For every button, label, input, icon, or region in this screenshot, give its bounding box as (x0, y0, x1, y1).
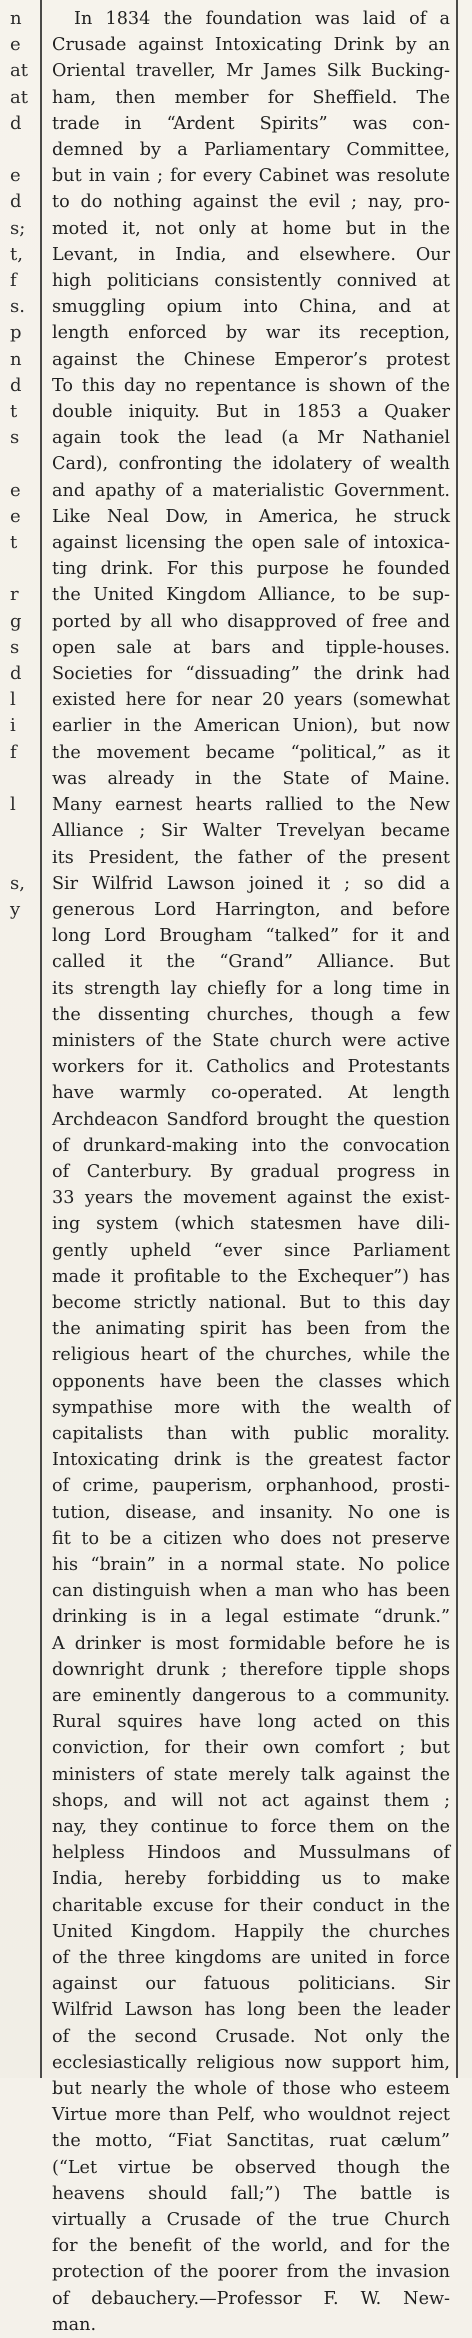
article-line: protection of the poorer from the invasion (52, 2262, 450, 2283)
article-line: virtually a Crusade of the true Church (52, 2210, 450, 2231)
article-line: ministers of the State church were active (52, 1030, 450, 1051)
article-line: ecclesiastically religious now support him, (52, 2052, 450, 2073)
article-line: and apathy of a materialistic Government. (52, 480, 450, 501)
adjacent-column-fragment: n (10, 8, 22, 29)
adjacent-column-fragment: f (10, 741, 17, 763)
article-line: high politicians consistently connived at (52, 271, 450, 292)
article-line: sympathise more with the wealth of (52, 1397, 450, 1418)
article-body (52, 6, 450, 2338)
column-rule-right (456, 0, 458, 2078)
article-line: workers for it. Catholics and Protestants (52, 1057, 450, 1078)
article-line: shops, and will not act against them ; (52, 1790, 450, 1811)
article-line: the animating spirit has been from the (52, 1319, 450, 1340)
article-line: Wilfrid Lawson has long been the leader (52, 2000, 450, 2021)
article-line: A drinker is most formidable before he is (52, 1633, 450, 1654)
adjacent-column-fragment: i (10, 715, 16, 737)
article-line: Intoxicating drink is the greatest factor (52, 1450, 450, 1471)
adjacent-column-fragment: s (10, 636, 20, 658)
adjacent-column-fragment: e (10, 479, 21, 501)
article-line: Levant, in India, and elsewhere. Our (52, 244, 450, 265)
article-line: Archdeacon Sandford brought the question (52, 1109, 450, 1130)
article-line: its President, the father of the present (52, 847, 450, 868)
article-line: ham, then member for Sheffield. The (52, 87, 450, 108)
adjacent-column-fragment: d (10, 191, 22, 213)
article-line: opponents have been the classes which (52, 1371, 450, 1392)
article-line: charitable excuse for their conduct in the (52, 1895, 450, 1916)
article-line: ting drink. For this purpose he founded (52, 559, 450, 580)
adjacent-column-fragment: n (10, 348, 22, 370)
article-line: heavens should fall;”) The battle is (52, 2183, 450, 2204)
adjacent-column-fragment: s, (10, 872, 25, 894)
article-line: demned by a Parliamentary Committee, (52, 140, 450, 161)
adjacent-column-fragment: e (10, 34, 21, 56)
article-line: against our fatuous politicians. Sir (52, 1974, 450, 1995)
article-line: but nearly the whole of those who esteem (52, 2079, 450, 2100)
column-rule-left (40, 0, 42, 2078)
article-line: have warmly co-operated. At length (52, 1083, 450, 1104)
article-line: the motto, “Fiat Sanctitas, ruat cælum” (52, 2131, 450, 2152)
article-line: In 1834 the foundation was laid of a (74, 9, 450, 29)
article-line: gently upheld “ever since Parliament (52, 1240, 450, 1261)
article-line: generous Lord Harrington, and before (52, 899, 450, 920)
article-line: of the three kingdoms are united in force (52, 1948, 450, 1969)
article-line: against the Chinese Emperor’s protest (52, 349, 450, 370)
article-line: tution, disease, and insanity. No one is (52, 1502, 450, 1523)
adjacent-column-fragment: y (10, 898, 21, 920)
article-line: of the second Crusade. Not only the (52, 2026, 450, 2047)
article-line: made it profitable to the Exchequer”) has (52, 1266, 450, 1287)
adjacent-column-fragment: p (10, 322, 22, 344)
article-line: to do nothing against the evil ; nay, pro- (52, 192, 450, 213)
adjacent-column-fragment: t, (10, 243, 23, 265)
article-line: length enforced by war its reception, (52, 323, 450, 344)
left-column-fragments (0, 0, 38, 2078)
article-line: Crusade against Intoxicating Drink by an (52, 35, 450, 56)
article-line: Oriental traveller, Mr James Silk Bucking- (52, 61, 450, 82)
adjacent-column-fragment: s (10, 427, 20, 449)
adjacent-column-fragment: e (10, 165, 21, 187)
article-line: of crime, pauperism, orphanhood, prosti- (52, 1476, 450, 1497)
article-line: fit to be a citizen who does not preserve (52, 1528, 450, 1549)
adjacent-column-fragment: at (10, 86, 28, 108)
article-line: existed here for near 20 years (somewhat (52, 690, 450, 711)
article-line: religious heart of the churches, while the (52, 1345, 450, 1366)
adjacent-column-fragment: e (10, 505, 21, 527)
article-line: the United Kingdom Alliance, to be sup- (52, 585, 450, 606)
article-line: Rural squires have long acted on this (52, 1712, 450, 1733)
article-line: nay, they continue to force them on the (52, 1817, 450, 1838)
adjacent-column-fragment: g (10, 610, 22, 632)
article-line: called it the “Grand” Alliance. But (52, 952, 450, 973)
article-line: Sir Wilfrid Lawson joined it ; so did a (52, 873, 450, 894)
adjacent-column-fragment: l (10, 689, 16, 711)
article-line: can distinguish when a man who has been (52, 1581, 450, 1602)
article-line: of drunkard-making into the convocation (52, 1135, 450, 1156)
article-line: the dissenting churches, though a few (52, 1004, 450, 1025)
article-line: capitalists than with public morality. (52, 1423, 450, 1444)
adjacent-column-fragment: d (10, 112, 22, 134)
article-line: Alliance ; Sir Walter Trevelyan became (52, 821, 450, 842)
article-line: earlier in the American Union), but now (52, 716, 450, 737)
article-line: 33 years the movement against the exist- (52, 1188, 450, 1209)
article-line: long Lord Brougham “talked” for it and (52, 926, 450, 947)
article-line: become strictly national. But to this day (52, 1292, 450, 1313)
article-line: ministers of state merely talk against the (52, 1764, 450, 1785)
article-line: downright drunk ; therefore tipple shops (52, 1659, 450, 1680)
adjacent-column-fragment: r (10, 584, 19, 606)
article-line: open sale at bars and tipple-houses. (52, 637, 450, 658)
article-line: Virtue more than Pelf, who wouldnot reject (52, 2105, 450, 2126)
article-line: helpless Hindoos and Mussulmans of (52, 1843, 450, 1864)
article-line: conviction, for their own comfort ; but (52, 1738, 450, 1759)
article-line: United Kingdom. Happily the churches (52, 1921, 450, 1942)
adjacent-column-fragment: t (10, 401, 18, 422)
article-line: the movement became “political,” as it (52, 742, 450, 763)
article-line: of Canterbury. By gradual progress in (52, 1161, 450, 1182)
article-line: moted it, not only at home but in the (52, 218, 450, 239)
article-line: its strength lay chiefly for a long time in (52, 978, 450, 999)
article-line: was already in the State of Maine. (52, 768, 450, 789)
adjacent-column-fragment: s; (10, 217, 26, 239)
adjacent-column-fragment: f (10, 270, 17, 291)
article-line: drinking is in a legal estimate “drunk.” (52, 1607, 450, 1628)
adjacent-column-fragment: l (10, 794, 16, 815)
adjacent-column-fragment: s. (10, 296, 25, 318)
adjacent-column-fragment: at (10, 60, 28, 82)
article-line: smuggling opium into China, and at (52, 297, 450, 318)
article-line: Card), confronting the idolatery of wealth (52, 454, 450, 475)
article-line: are eminently dangerous to a community. (52, 1686, 450, 1706)
adjacent-column-fragment: d (10, 374, 22, 396)
article-line: trade in “Ardent Spirits” was con- (52, 113, 450, 134)
article-line: but in vain ; for every Cabinet was resolute (52, 166, 450, 187)
article-line: ing system (which statesmen have dili- (52, 1214, 450, 1235)
adjacent-column-fragment: d (10, 663, 22, 684)
article-line: (“Let virtue be observed though the (52, 2157, 450, 2178)
article-line: again took the lead (a Mr Nathaniel (52, 428, 450, 449)
adjacent-column-fragment: t (10, 532, 18, 553)
article-line: man. (52, 2314, 97, 2335)
article-line: double iniquity. But in 1853 a Quaker (52, 402, 450, 423)
article-line: against licensing the open sale of intoxica- (52, 533, 450, 554)
article-line: Like Neal Dow, in America, he struck (52, 506, 450, 527)
article-line: Societies for “dissuading” the drink had (52, 664, 450, 685)
article-line: India, hereby forbidding us to make (52, 1869, 450, 1890)
article-line: ported by all who disapproved of free and (52, 611, 450, 632)
article-line: Many earnest hearts rallied to the New (52, 795, 450, 816)
article-line: his “brain” in a normal state. No police (52, 1554, 450, 1575)
article-line: for the benefit of the world, and for the (52, 2236, 450, 2257)
article-line: To this day no repentance is shown of the (52, 375, 450, 396)
article-line: of debauchery.—Professor F. W. New- (52, 2288, 450, 2309)
